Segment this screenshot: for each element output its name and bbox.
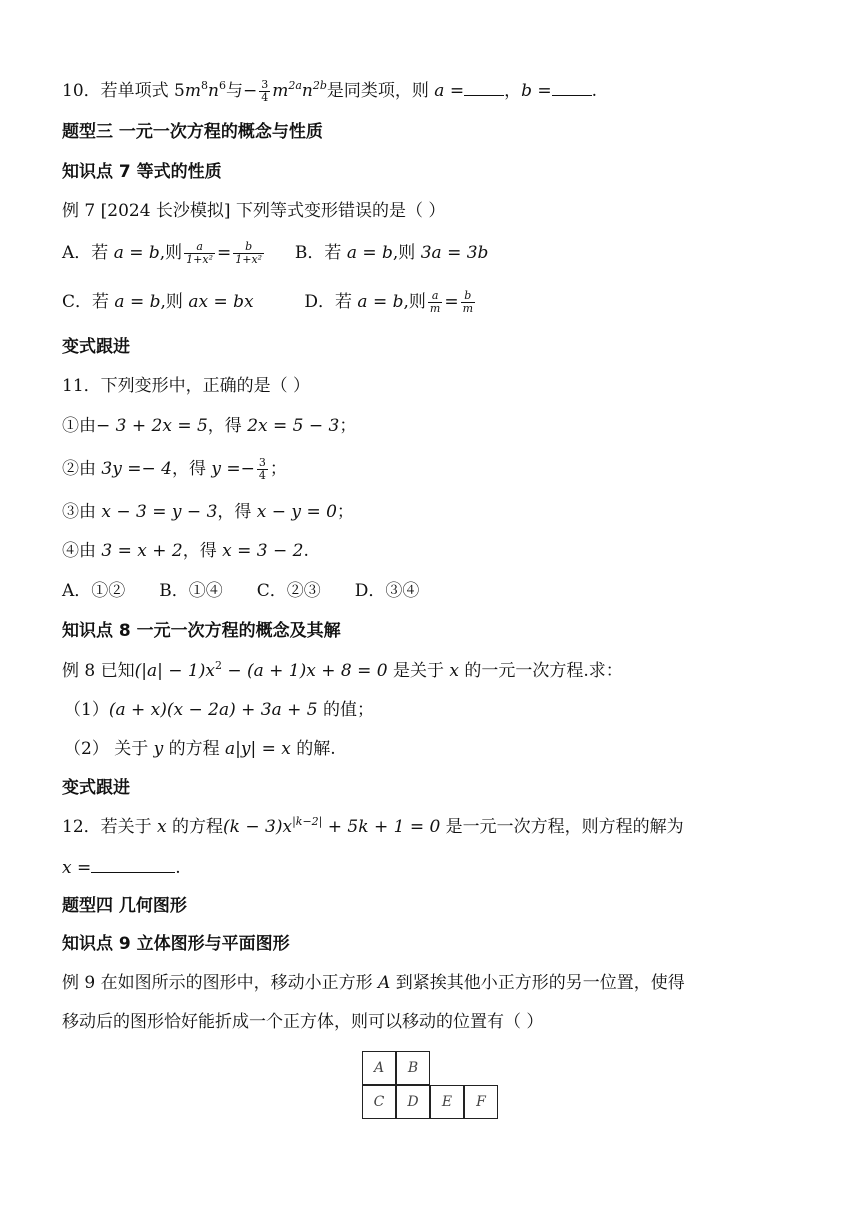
square-b: B: [396, 1051, 430, 1085]
option-d[interactable]: D．若 a = b,则 $\frac{a}{m}$ = $\frac{b}{m}$: [304, 289, 474, 315]
square-a: A: [362, 1051, 396, 1085]
option-b[interactable]: B．若 a = b,则 3a = 3b: [294, 243, 489, 263]
square-d: D: [396, 1085, 430, 1119]
practice-heading-1: 变式跟进: [62, 337, 130, 357]
question-12-line-2: x = .: [62, 854, 181, 880]
example-7-options-cd: [62, 290, 477, 315]
question-11-stem: 11．下列变形中，正确的是（ ）: [62, 376, 311, 396]
option-d[interactable]: D．③④: [354, 581, 420, 601]
option-a[interactable]: A．若 a = b,则 $\frac{a}{\text{1+x²}}$ = $\frac{b}{\text{1+x²}}$: [62, 240, 263, 266]
square-c: C: [362, 1085, 396, 1119]
example-9-line-2: 移动后的图形恰好能折成一个正方体，则可以移动的位置有（ ）: [62, 1012, 544, 1032]
q11-item-2: ②由 3y =− 4，得 y =− $\frac{3}{4}$ ；: [62, 456, 287, 482]
cube-net-figure: [362, 1051, 504, 1123]
section-heading-3: 题型三 一元一次方程的概念与性质: [62, 122, 323, 142]
square-f: F: [464, 1085, 498, 1119]
section-heading-4: 题型四 几何图形: [62, 896, 187, 916]
example-7-stem: 例 7 [2024 长沙模拟] 下列等式变形错误的是（ ）: [62, 201, 446, 221]
knowledge-point-8: 知识点 8 一元一次方程的概念及其解: [62, 621, 341, 641]
q11-options: [62, 579, 419, 603]
knowledge-point-9: 知识点 9 立体图形与平面图形: [62, 934, 290, 954]
answer-blank-a[interactable]: [464, 77, 504, 96]
answer-blank-x[interactable]: [91, 854, 175, 873]
option-c[interactable]: C．②③: [256, 581, 321, 601]
q11-item-4: ④由 3 = x + 2，得 x = 3 − 2.: [62, 541, 309, 561]
example-9-line-1: 例 9 在如图所示的图形中，移动小正方形 A 到紧挨其他小正方形的另一位置，使得: [62, 973, 685, 993]
question-12-line-1: 12．若关于 x 的方程$(k - 3)x^{|k-2|} + 5k + 1 = 0$ 是一元一次方程，则方程的解为: [62, 815, 684, 837]
q11-item-3: ③由 x − 3 = y − 3，得 x − y = 0；: [62, 502, 354, 522]
q11-item-1: ①由− 3 + 2x = 5，得 2x = 5 − 3；: [62, 416, 357, 436]
example-8-part-2: （2） 关于 y 的方程 a|y| = x 的解.: [64, 739, 336, 759]
knowledge-point-7: 知识点 7 等式的性质: [62, 162, 222, 182]
square-e: E: [430, 1085, 464, 1119]
example-7-options-ab: [62, 241, 488, 266]
fraction-3-4: $\frac{3}{4}$: [261, 78, 269, 104]
option-c[interactable]: C．若 a = b,则 ax = bx: [62, 292, 254, 312]
option-b[interactable]: B．①④: [159, 581, 223, 601]
question-10: 10．若单项式 $5m^8n^6$与− $\frac{3}{4}$ $m^{2a}n^{2b}$是同类项，则 a = ，b = .: [62, 78, 598, 104]
option-a[interactable]: A．①②: [62, 581, 126, 601]
q10-prefix: 10．若单项式: [62, 81, 175, 101]
practice-heading-2: 变式跟进: [62, 778, 130, 798]
answer-blank-b[interactable]: [552, 77, 592, 96]
example-8-stem: 例 8 已知$(|a| - 1)x^2 - (a + 1)x + 8 = 0$ 是关于 x 的一元一次方程.求：: [62, 659, 623, 681]
example-8-part-1: （1）(a + x)(x − 2a) + 3a + 5 的值；: [64, 700, 374, 720]
